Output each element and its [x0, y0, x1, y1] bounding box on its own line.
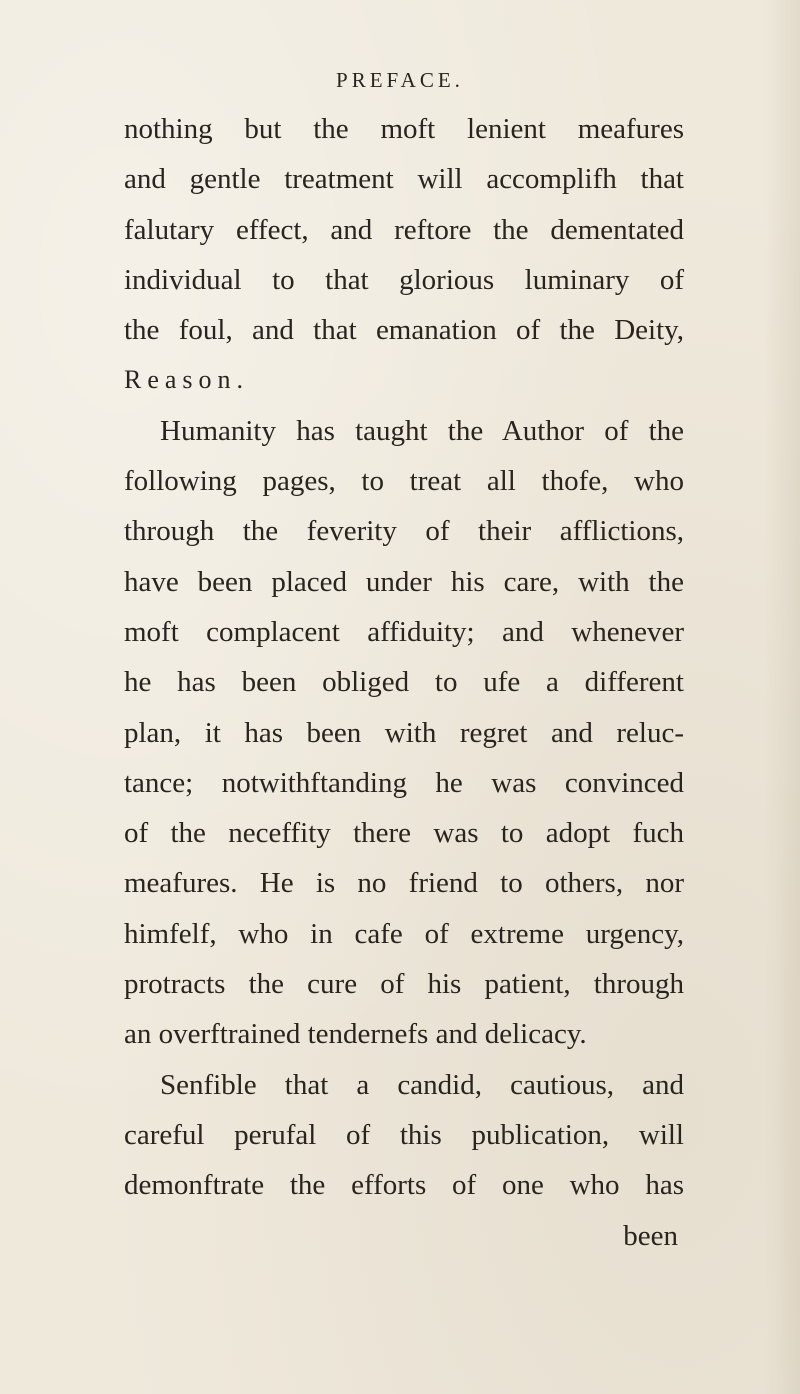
catchword: been [623, 1219, 678, 1252]
text-line: falutary effect, and reftore the dementated [124, 213, 684, 246]
paragraph-start-line: Humanity has taught the Author of the [160, 414, 684, 447]
text-line-reason: Reason. [124, 365, 250, 395]
preface-body [124, 104, 684, 1261]
text-line: moft complacent affiduity; and whenever [124, 615, 684, 648]
text-line: himfelf, who in cafe of extreme urgency, [124, 917, 684, 950]
text-line: have been placed under his care, with the [124, 565, 684, 598]
text-line: meafures. He is no friend to others, nor [124, 867, 684, 900]
page-edge-shading [764, 0, 800, 1394]
text-line: and gentle treatment will accomplifh that [124, 163, 684, 196]
text-line: of the neceffity there was to adopt fuch [124, 817, 684, 850]
text-line: through the feverity of their afflictions, [124, 515, 684, 548]
running-head: PREFACE. [336, 68, 464, 92]
text-line: the foul, and that emanation of the Deity, [124, 314, 684, 347]
text-line: protracts the cure of his patient, through [124, 968, 684, 1001]
text-line: nothing but the moft lenient meafures [124, 113, 684, 145]
text-line: plan, it has been with regret and reluc- [124, 716, 684, 749]
text-line: individual to that glorious luminary of [124, 263, 684, 296]
text-line: demonftrate the efforts of one who has [124, 1169, 684, 1202]
text-line: an overftrained tendernefs and delicacy. [124, 1018, 587, 1051]
text-line: following pages, to treat all thofe, who [124, 465, 684, 498]
text-line: careful perufal of this publication, will [124, 1118, 684, 1151]
text-line: he has been obliged to ufe a different [124, 666, 684, 699]
text-line: tance; notwithftanding he was convinced [124, 766, 684, 799]
paragraph-start-line: Senfible that a candid, cautious, and [160, 1068, 684, 1101]
